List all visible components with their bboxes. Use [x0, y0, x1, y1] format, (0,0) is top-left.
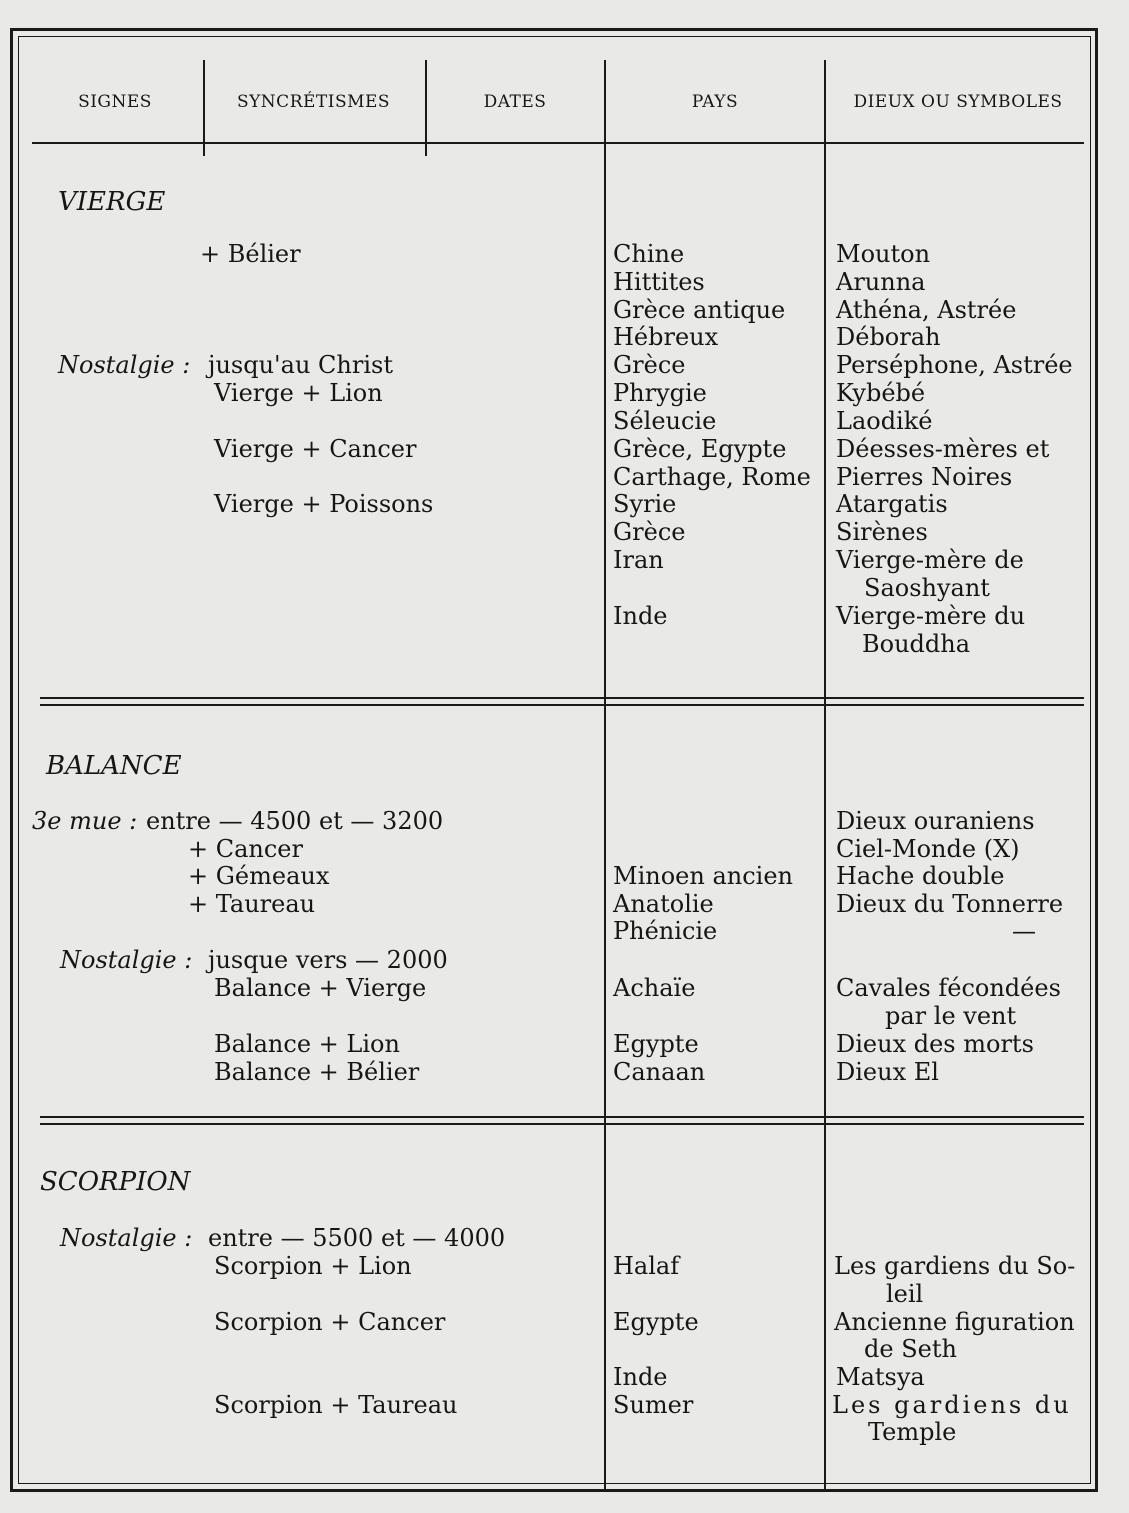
pays-cell: Minoen ancien — [613, 862, 793, 890]
dieux-cell: Dieux El — [836, 1058, 939, 1086]
sync-cell: Vierge + Lion — [214, 379, 383, 407]
dieux-cell: Les gardiens du So- — [834, 1252, 1076, 1280]
header-rule — [32, 142, 1084, 144]
nostalgie-label: Nostalgie : — [60, 1224, 193, 1252]
mue-label: 3e mue : — [32, 807, 138, 835]
mue-dates: entre — 4500 et — 3200 — [146, 807, 444, 835]
section-title-scorpion: SCORPION — [40, 1167, 191, 1197]
pays-cell: Chine — [613, 240, 685, 268]
sync-cell: Balance + Vierge — [214, 974, 427, 1002]
header-dieux: DIEUX OU SYMBOLES — [853, 92, 1063, 112]
column-divider-3 — [604, 60, 606, 1490]
sync-cell: Balance + Bélier — [214, 1058, 420, 1086]
sync-cell: entre — 5500 et — 4000 — [208, 1224, 506, 1252]
dieux-cell: Atargatis — [836, 490, 948, 518]
header-signes: SIGNES — [78, 92, 152, 112]
pays-cell: Hittites — [613, 268, 705, 296]
sync-cell: Scorpion + Taureau — [214, 1391, 458, 1419]
sync-cell: Balance + Lion — [214, 1030, 400, 1058]
pays-cell: Iran — [613, 546, 664, 574]
pays-cell: Egypte — [613, 1030, 699, 1058]
sync-cell: + Gémeaux — [188, 862, 330, 890]
dieux-cell: Dieux du Tonnerre — [836, 890, 1064, 918]
dieux-cell: Matsya — [836, 1363, 925, 1391]
sync-cell: + Taureau — [188, 890, 316, 918]
nostalgie-label: Nostalgie : — [58, 351, 191, 379]
header-syncretismes: SYNCRÉTISMES — [236, 92, 391, 112]
section-title-balance: BALANCE — [46, 751, 182, 781]
dieux-cell: Sirènes — [836, 518, 928, 546]
dieux-cell: Temple — [868, 1418, 957, 1446]
pays-cell: Sumer — [613, 1391, 694, 1419]
sync-cell: Vierge + Cancer — [214, 435, 417, 463]
section-rule-2b — [40, 1123, 1084, 1125]
pays-cell: Inde — [613, 1363, 668, 1391]
pays-cell: Phrygie — [613, 379, 707, 407]
dieux-cell: Déborah — [836, 323, 941, 351]
dieux-cell: Cavales fécondées — [836, 974, 1061, 1002]
dieux-cell: Les gardiens du — [832, 1391, 1072, 1419]
pays-cell: Phénicie — [613, 917, 718, 945]
pays-cell: Carthage, Rome — [613, 463, 811, 491]
pays-cell: Hébreux — [613, 323, 719, 351]
dieux-cell: de Seth — [864, 1335, 957, 1363]
dieux-cell: Dieux des morts — [836, 1030, 1034, 1058]
dieux-cell: leil — [886, 1280, 924, 1308]
dieux-cell: Laodiké — [836, 407, 933, 435]
pays-cell: Grèce antique — [613, 296, 786, 324]
pays-cell: Halaf — [613, 1252, 680, 1280]
dieux-cell: Mouton — [836, 240, 931, 268]
dieux-cell: Kybébé — [836, 379, 926, 407]
sync-cell: jusqu'au Christ — [208, 351, 393, 379]
dieux-cell: Déesses-mères et — [836, 435, 1050, 463]
dieux-cell: Vierge-mère du — [836, 602, 1026, 630]
sync-cell: jusque vers — 2000 — [208, 946, 448, 974]
dieux-cell: Saoshyant — [864, 574, 990, 602]
dieux-cell: Ancienne figuration — [834, 1308, 1075, 1336]
pays-cell: Canaan — [613, 1058, 706, 1086]
dieux-cell: Athéna, Astrée — [836, 296, 1017, 324]
dieux-cell: Hache double — [836, 862, 1005, 890]
dieux-cell: Vierge-mère de — [836, 546, 1024, 574]
sync-cell: Scorpion + Cancer — [214, 1308, 446, 1336]
dieux-cell: Ciel-Monde (X) — [836, 835, 1020, 863]
sync-cell: + Cancer — [188, 835, 303, 863]
pays-cell: Séleucie — [613, 407, 717, 435]
sync-cell: Vierge + Poissons — [214, 490, 434, 518]
column-divider-4 — [824, 60, 826, 1490]
dieux-cell: — — [1012, 917, 1036, 945]
pays-cell: Syrie — [613, 490, 677, 518]
pays-cell: Inde — [613, 602, 668, 630]
dieux-cell: Bouddha — [862, 630, 971, 658]
pays-cell: Egypte — [613, 1308, 699, 1336]
section-title-vierge: VIERGE — [58, 187, 166, 217]
pays-cell: Anatolie — [613, 890, 714, 918]
pays-cell: Achaïe — [613, 974, 696, 1002]
section-rule-2a — [40, 1116, 1084, 1118]
section-rule-1b — [40, 704, 1084, 706]
dieux-cell: Pierres Noires — [836, 463, 1013, 491]
pays-cell: Grèce — [613, 518, 686, 546]
dieux-cell: Dieux ouraniens — [836, 807, 1035, 835]
dieux-cell: Perséphone, Astrée — [836, 351, 1073, 379]
nostalgie-label: Nostalgie : — [60, 946, 193, 974]
pays-cell: Grèce, Egypte — [613, 435, 787, 463]
header-dates: DATES — [483, 92, 547, 112]
section-rule-1a — [40, 697, 1084, 699]
header-pays: PAYS — [691, 92, 739, 112]
pays-cell: Grèce — [613, 351, 686, 379]
dieux-cell: Arunna — [836, 268, 926, 296]
sync-cell: + Bélier — [200, 240, 301, 268]
sync-cell: Scorpion + Lion — [214, 1252, 412, 1280]
dieux-cell: par le vent — [885, 1002, 1017, 1030]
